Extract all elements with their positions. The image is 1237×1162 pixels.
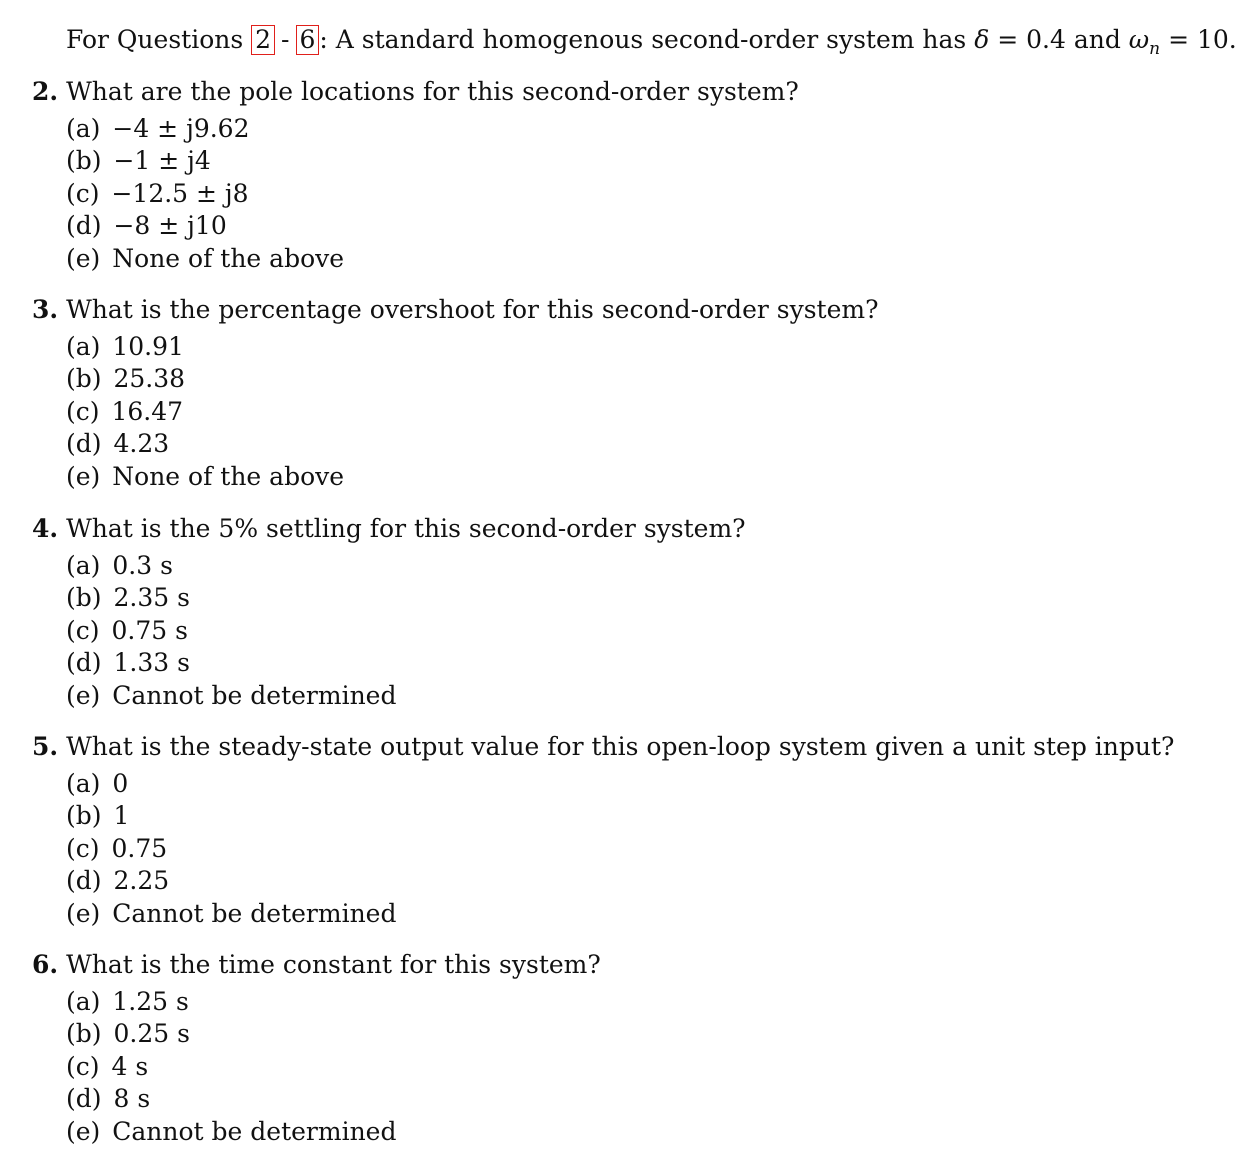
option-list (66, 768, 1152, 930)
delta-symbol: δ (974, 25, 990, 54)
option-item[interactable] (66, 550, 1152, 582)
delta-value: = 0.4 and (997, 25, 1121, 54)
question-stem (32, 730, 1175, 764)
question-block (32, 293, 1152, 493)
option-item[interactable] (66, 396, 1152, 428)
option-letter: (a) (66, 114, 101, 143)
option-item[interactable] (66, 363, 1152, 395)
intro-prefix: For Questions (66, 25, 244, 54)
question-stem (32, 512, 1152, 546)
option-text: 0.25 s (113, 1019, 190, 1049)
option-item[interactable] (66, 898, 1152, 930)
option-item[interactable] (66, 680, 1152, 712)
question-text: What are the pole locations for this second-order system? (66, 77, 799, 106)
question-text: What is the steady-state output value for this open-loop system given a unit step input? (66, 732, 1175, 761)
option-text: −4 ± j9.62 (112, 114, 250, 143)
option-letter: (d) (66, 648, 102, 678)
option-text: Cannot be determined (112, 1116, 397, 1146)
question-text: What is the 5% settling for this second-order system? (66, 514, 746, 543)
option-text: None of the above (112, 461, 345, 491)
option-item[interactable] (66, 461, 1152, 493)
option-letter: (b) (66, 583, 102, 613)
option-letter: (c) (66, 396, 100, 426)
question-stem (32, 75, 1152, 109)
question-block (32, 75, 1152, 275)
option-text: 1.25 s (112, 987, 189, 1016)
option-item[interactable] (66, 800, 1152, 832)
option-item[interactable] (66, 768, 1152, 800)
omega-symbol: ω (1128, 25, 1150, 54)
option-text: 25.38 (113, 364, 186, 394)
option-item[interactable] (66, 113, 1152, 145)
option-letter: (d) (66, 866, 102, 896)
option-list (66, 113, 1152, 275)
option-item[interactable] (66, 145, 1152, 177)
option-text: 8 s (113, 1084, 151, 1114)
option-letter: (b) (66, 1019, 102, 1049)
intro-text: A standard homogenous second-order system has (335, 25, 967, 54)
option-list (66, 986, 1152, 1148)
question-text: What is the percentage overshoot for this second-order system? (66, 295, 879, 324)
option-item[interactable] (66, 243, 1152, 275)
question-block (32, 730, 1175, 930)
option-item[interactable] (66, 647, 1152, 679)
option-item[interactable] (66, 865, 1152, 897)
option-letter: (c) (66, 615, 100, 645)
option-item[interactable] (66, 1051, 1152, 1083)
option-text: 1.33 s (113, 648, 190, 678)
option-text: 4.23 (113, 429, 170, 459)
option-text: 0 (112, 769, 129, 798)
option-item[interactable] (66, 833, 1152, 865)
option-letter: (c) (66, 1051, 100, 1081)
option-letter: (e) (66, 680, 101, 710)
question-number: 6. (32, 950, 59, 979)
option-text: None of the above (112, 243, 345, 273)
omega-value: = 10. (1168, 25, 1237, 54)
option-list (66, 331, 1152, 493)
question-ref-end-link[interactable]: 6 (296, 25, 320, 55)
option-letter: (d) (66, 211, 102, 241)
option-item[interactable] (66, 1116, 1152, 1148)
option-letter: (a) (66, 551, 101, 580)
option-text: 0.75 s (111, 615, 188, 645)
option-letter: (e) (66, 461, 101, 491)
omega-subscript: n (1149, 39, 1161, 59)
option-item[interactable] (66, 1083, 1152, 1115)
question-number: 2. (32, 77, 59, 106)
option-text: Cannot be determined (112, 680, 397, 710)
option-letter: (a) (66, 987, 101, 1016)
option-text: 2.35 s (113, 583, 190, 613)
question-stem (32, 948, 1152, 982)
option-item[interactable] (66, 428, 1152, 460)
option-text: 2.25 (113, 866, 170, 896)
question-text: What is the time constant for this system? (66, 950, 601, 979)
option-letter: (c) (66, 178, 100, 208)
option-item[interactable] (66, 178, 1152, 210)
option-letter: (a) (66, 769, 101, 798)
option-text: 0.3 s (112, 551, 173, 580)
option-text: 16.47 (111, 396, 184, 426)
option-text: Cannot be determined (112, 898, 397, 928)
option-letter: (e) (66, 1116, 101, 1146)
option-letter: (d) (66, 429, 102, 459)
question-stem (32, 293, 1152, 327)
option-letter: (b) (66, 801, 102, 831)
option-letter: (b) (66, 364, 102, 394)
option-item[interactable] (66, 210, 1152, 242)
option-text: 1 (113, 801, 130, 831)
option-letter: (e) (66, 898, 101, 928)
question-number: 4. (32, 514, 59, 543)
option-item[interactable] (66, 582, 1152, 614)
question-ref-start-link[interactable]: 2 (251, 25, 275, 55)
option-text: −8 ± j10 (113, 211, 227, 241)
option-item[interactable] (66, 615, 1152, 647)
option-item[interactable] (66, 331, 1152, 363)
option-item[interactable] (66, 986, 1152, 1018)
option-letter: (c) (66, 833, 100, 863)
option-letter: (a) (66, 332, 101, 361)
option-text: 4 s (111, 1051, 149, 1081)
option-letter: (b) (66, 146, 102, 176)
question-block (32, 512, 1152, 712)
option-text: 10.91 (112, 332, 184, 361)
intro-dash: - (281, 25, 290, 54)
question-block (32, 948, 1152, 1148)
question-number: 5. (32, 732, 59, 761)
option-item[interactable] (66, 1018, 1152, 1050)
option-letter: (e) (66, 243, 101, 273)
option-list (66, 550, 1152, 712)
option-text: −1 ± j4 (113, 146, 211, 176)
intro-line: For Questions 2 - 6 : A standard homogenous second-order system has δ = 0.4 and $\omega_n = 10$. (66, 25, 1237, 59)
question-number: 3. (32, 295, 59, 324)
option-letter: (d) (66, 1084, 102, 1114)
option-text: 0.75 (111, 833, 168, 863)
option-text: −12.5 ± j8 (111, 178, 249, 208)
